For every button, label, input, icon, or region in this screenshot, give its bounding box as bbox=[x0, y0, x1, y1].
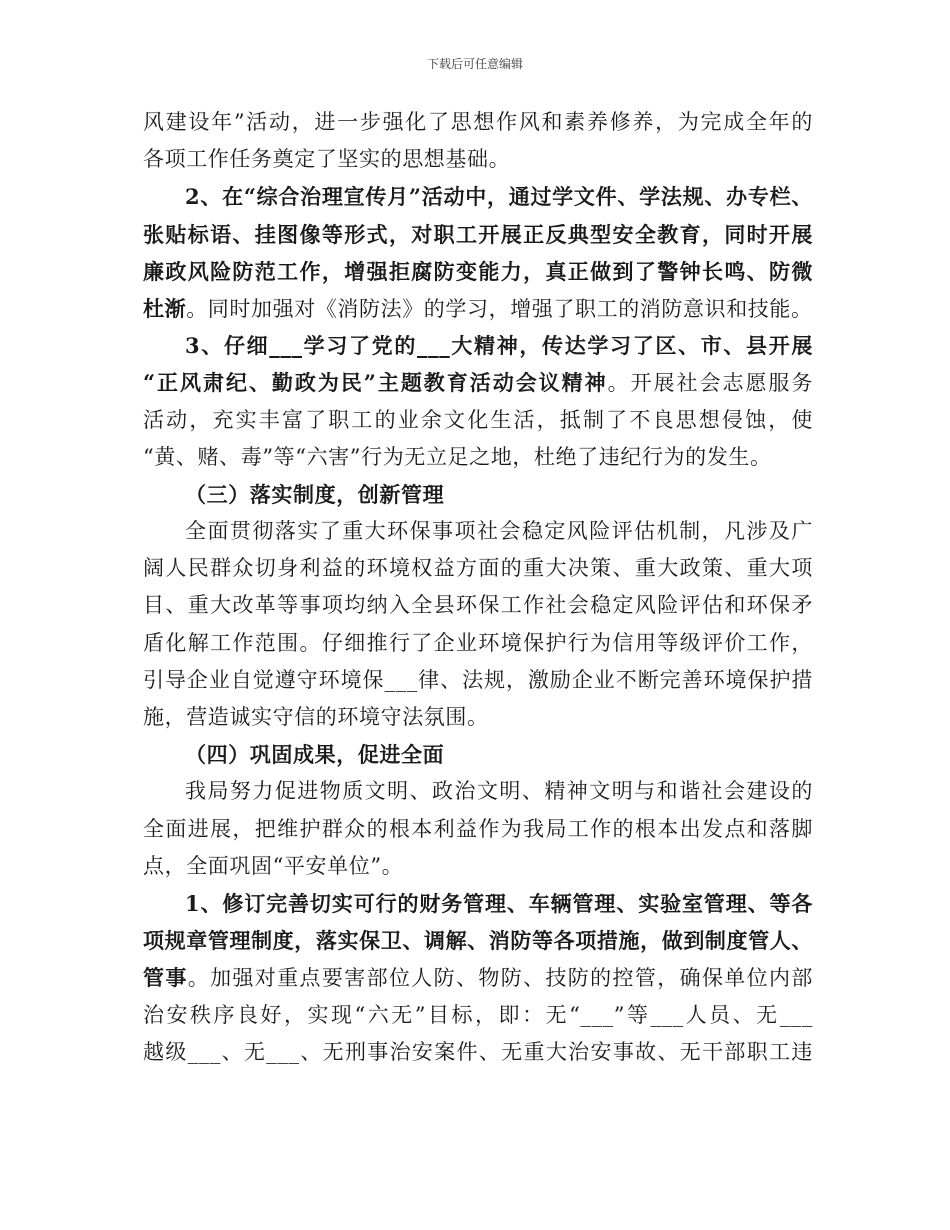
text-segment: 活动，充实丰富了职工的业余文化生活，抵制了不良思想侵蚀，使 bbox=[143, 407, 813, 432]
text-line bbox=[143, 402, 813, 439]
text-segment: （三）落实制度，创新管理 bbox=[185, 481, 445, 507]
text-line bbox=[143, 885, 813, 922]
text-line bbox=[143, 922, 813, 959]
text-line bbox=[143, 773, 813, 810]
text-line bbox=[143, 662, 813, 699]
text-segment: （四）巩固成果，促进全面 bbox=[185, 742, 445, 768]
text-line bbox=[143, 625, 813, 662]
text-segment: 风建设年”活动，进一步强化了思想作风和素养修养，为完成全年的 bbox=[143, 110, 813, 134]
text-segment: 全面贯彻落实了重大环保事项社会稳定风险评估机制，凡涉及广 bbox=[185, 519, 813, 544]
text-segment: 。同时加强对《消防法》的学习，增强了职工的消防意识和技能。 bbox=[186, 296, 813, 321]
text-line bbox=[143, 439, 813, 476]
text-line bbox=[143, 476, 813, 513]
text-line bbox=[143, 736, 813, 773]
text-line bbox=[143, 550, 813, 587]
text-line bbox=[143, 587, 813, 624]
text-line bbox=[143, 811, 813, 848]
text-segment: 治安秩序良好，实现“六无”目标，即：无“___”等___人员、无___ bbox=[143, 1002, 813, 1027]
text-line bbox=[143, 848, 813, 885]
text-line bbox=[143, 1034, 813, 1071]
document-body bbox=[143, 104, 813, 1071]
text-segment: 点，全面巩固“平安单位”。 bbox=[143, 853, 404, 878]
text-line bbox=[143, 141, 813, 178]
text-segment: 盾化解工作范围。仔细推行了企业环境保护行为信用等级评价工作， bbox=[143, 630, 813, 655]
text-line bbox=[143, 699, 813, 736]
text-segment: 施，营造诚实守信的环境守法氛围。 bbox=[143, 705, 489, 729]
text-segment: 越级___、无___、无刑事治安案件、无重大治安事故、无干部职工违 bbox=[143, 1039, 813, 1064]
text-segment: “正风肃纪、勤政为民”主题教育活动会议精神 bbox=[143, 370, 608, 396]
text-segment: 2、在“综合治理宣传月”活动中，通过学文件、学法规、办专栏、 bbox=[185, 184, 813, 210]
text-segment: 引导企业自觉遵守环境保___律、法规，激励企业不断完善环境保护措 bbox=[143, 667, 813, 692]
text-segment: 阔人民群众切身利益的环境权益方面的重大决策、重大政策、重大项 bbox=[143, 556, 813, 581]
text-line bbox=[143, 364, 813, 401]
text-segment: 项规章管理制度，落实保卫、调解、消防等各项措施，做到制度管人、 bbox=[143, 928, 813, 954]
text-segment: 。开展社会志愿服务 bbox=[607, 371, 813, 396]
text-line bbox=[143, 178, 813, 215]
text-line bbox=[143, 959, 813, 996]
text-segment: 管事 bbox=[143, 965, 188, 991]
text-line bbox=[143, 327, 813, 364]
text-segment: 1、修订完善切实可行的财务管理、车辆管理、实验室管理、等各 bbox=[185, 890, 813, 916]
text-segment: 我局努力促进物质文明、政治文明、精神文明与和谐社会建设的 bbox=[185, 779, 813, 804]
text-line bbox=[143, 216, 813, 253]
text-line bbox=[143, 104, 813, 141]
text-segment: “黄、赌、毒”等“六害”行为无立足之地，杜绝了违纪行为的发生。 bbox=[143, 444, 772, 469]
text-segment: 。加强对重点要害部位人防、物防、技防的控管，确保单位内部 bbox=[187, 966, 813, 991]
text-segment: 3、仔细___学习了党的___大精神，传达学习了区、市、县开展 bbox=[185, 333, 813, 359]
header-note: 下载后可任意编辑 bbox=[426, 57, 523, 71]
text-line bbox=[143, 513, 813, 550]
text-segment: 目、重大改革等事项均纳入全县环保工作社会稳定风险评估和环保矛 bbox=[143, 593, 813, 618]
text-segment: 廉政风险防范工作，增强拒腐防变能力，真正做到了警钟长鸣、防微 bbox=[143, 258, 813, 284]
text-line bbox=[143, 997, 813, 1034]
text-segment: 张贴标语、挂图像等形式，对职工开展正反典型安全教育，同时开展 bbox=[143, 221, 813, 247]
text-line bbox=[143, 290, 813, 327]
text-segment: 各项工作任务奠定了坚实的思想基础。 bbox=[143, 147, 511, 172]
text-segment: 杜渐 bbox=[143, 295, 187, 321]
text-line bbox=[143, 253, 813, 290]
text-segment: 全面进展，把维护群众的根本利益作为我局工作的根本出发点和落脚 bbox=[143, 816, 813, 841]
